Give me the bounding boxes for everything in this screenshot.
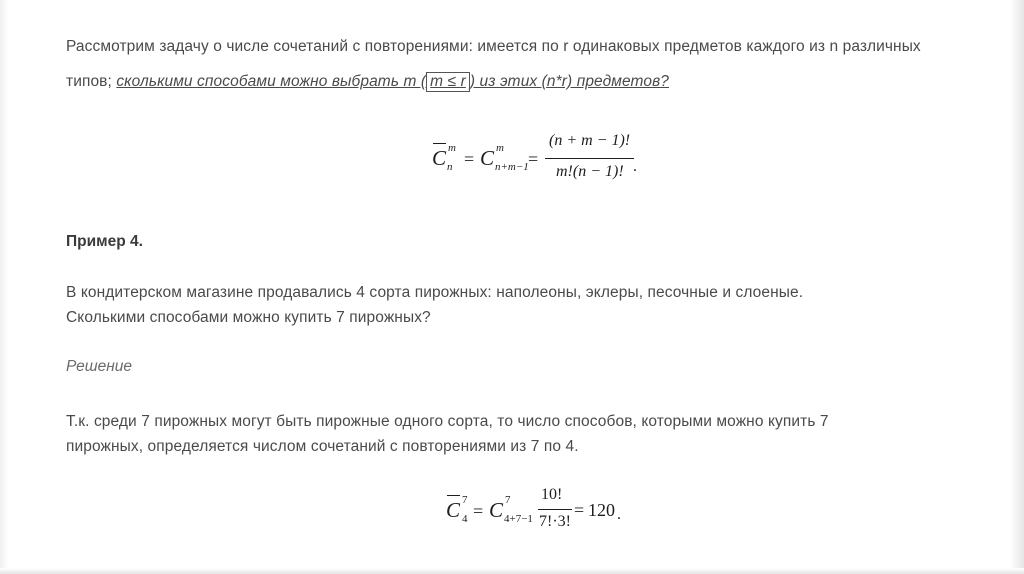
example-problem bbox=[66, 280, 946, 330]
formula1-lhs-letter: C bbox=[432, 146, 447, 170]
formula1-numerator: (n + m − 1)! bbox=[549, 132, 631, 149]
formula1-period: . bbox=[633, 158, 637, 175]
formula1-denominator: m!(n − 1)! bbox=[556, 163, 624, 180]
solution-text bbox=[66, 409, 966, 459]
formula1-lhs-sup: m bbox=[448, 142, 456, 154]
formula1-lhs-sub: n bbox=[447, 161, 453, 173]
intro-question-end: ) из этих (n*r) предметов? bbox=[469, 73, 670, 90]
solution-line-1: Т.к. среди 7 пирожных могут быть пирожные одного сорта, то число способов, которыми можно купить 7 bbox=[66, 413, 829, 430]
slide-bottom-edge bbox=[0, 568, 1024, 574]
formula2-mid-letter: C bbox=[489, 498, 504, 522]
problem-line-2: Сколькими способами можно купить 7 пирожных? bbox=[66, 309, 431, 326]
formula2-lhs-sub: 4 bbox=[462, 513, 468, 525]
formula2-mid-sup: 7 bbox=[505, 494, 511, 506]
formula1-overline bbox=[433, 143, 446, 144]
formula2-lhs-letter: C bbox=[446, 498, 461, 522]
formula1-mid-sup: m bbox=[496, 142, 504, 154]
formula1-equals-1: = bbox=[464, 149, 475, 169]
formula2-period: . bbox=[617, 506, 621, 523]
slide-left-edge bbox=[0, 0, 8, 574]
formula1-mid-letter: C bbox=[480, 146, 495, 170]
intro-question-start: сколькими способами можно выбрать m ( bbox=[116, 73, 427, 90]
example-heading: Пример 4. bbox=[66, 233, 143, 250]
formula2-equals-2: = bbox=[574, 500, 585, 520]
intro-text: Рассмотрим задачу о числе сочетаний с повторениями: имеется по r одинаковых предметов каждого из n различных типов; bbox=[66, 38, 921, 90]
formula2-lhs-sup: 7 bbox=[462, 494, 468, 506]
formula2-equals-1: = bbox=[473, 501, 484, 521]
intro-question-condition: m ≤ r bbox=[426, 72, 470, 92]
formula2-fraction-bar bbox=[538, 509, 572, 510]
slide-right-edge bbox=[1010, 0, 1024, 574]
solution-label: Решение bbox=[66, 358, 133, 375]
formula1-mid-sub: n+m−1 bbox=[495, 161, 529, 173]
formula2-overline bbox=[447, 495, 460, 496]
formula2-numerator: 10! bbox=[541, 486, 563, 503]
formula1-equals-2: = bbox=[528, 149, 539, 169]
solution-line-2: пирожных, определяется числом сочетаний с повторениями из 7 по 4. bbox=[66, 438, 579, 455]
formula2-denominator: 7!·3! bbox=[539, 513, 571, 530]
formula1-fraction-bar bbox=[545, 158, 634, 159]
formula2-result: 120 bbox=[588, 500, 615, 520]
problem-line-1: В кондитерском магазине продавались 4 сорта пирожных: наполеоны, эклеры, песочные и слоеные. bbox=[66, 284, 804, 301]
intro-paragraph bbox=[66, 29, 966, 99]
formula2-mid-sub: 4+7−1 bbox=[504, 513, 533, 525]
